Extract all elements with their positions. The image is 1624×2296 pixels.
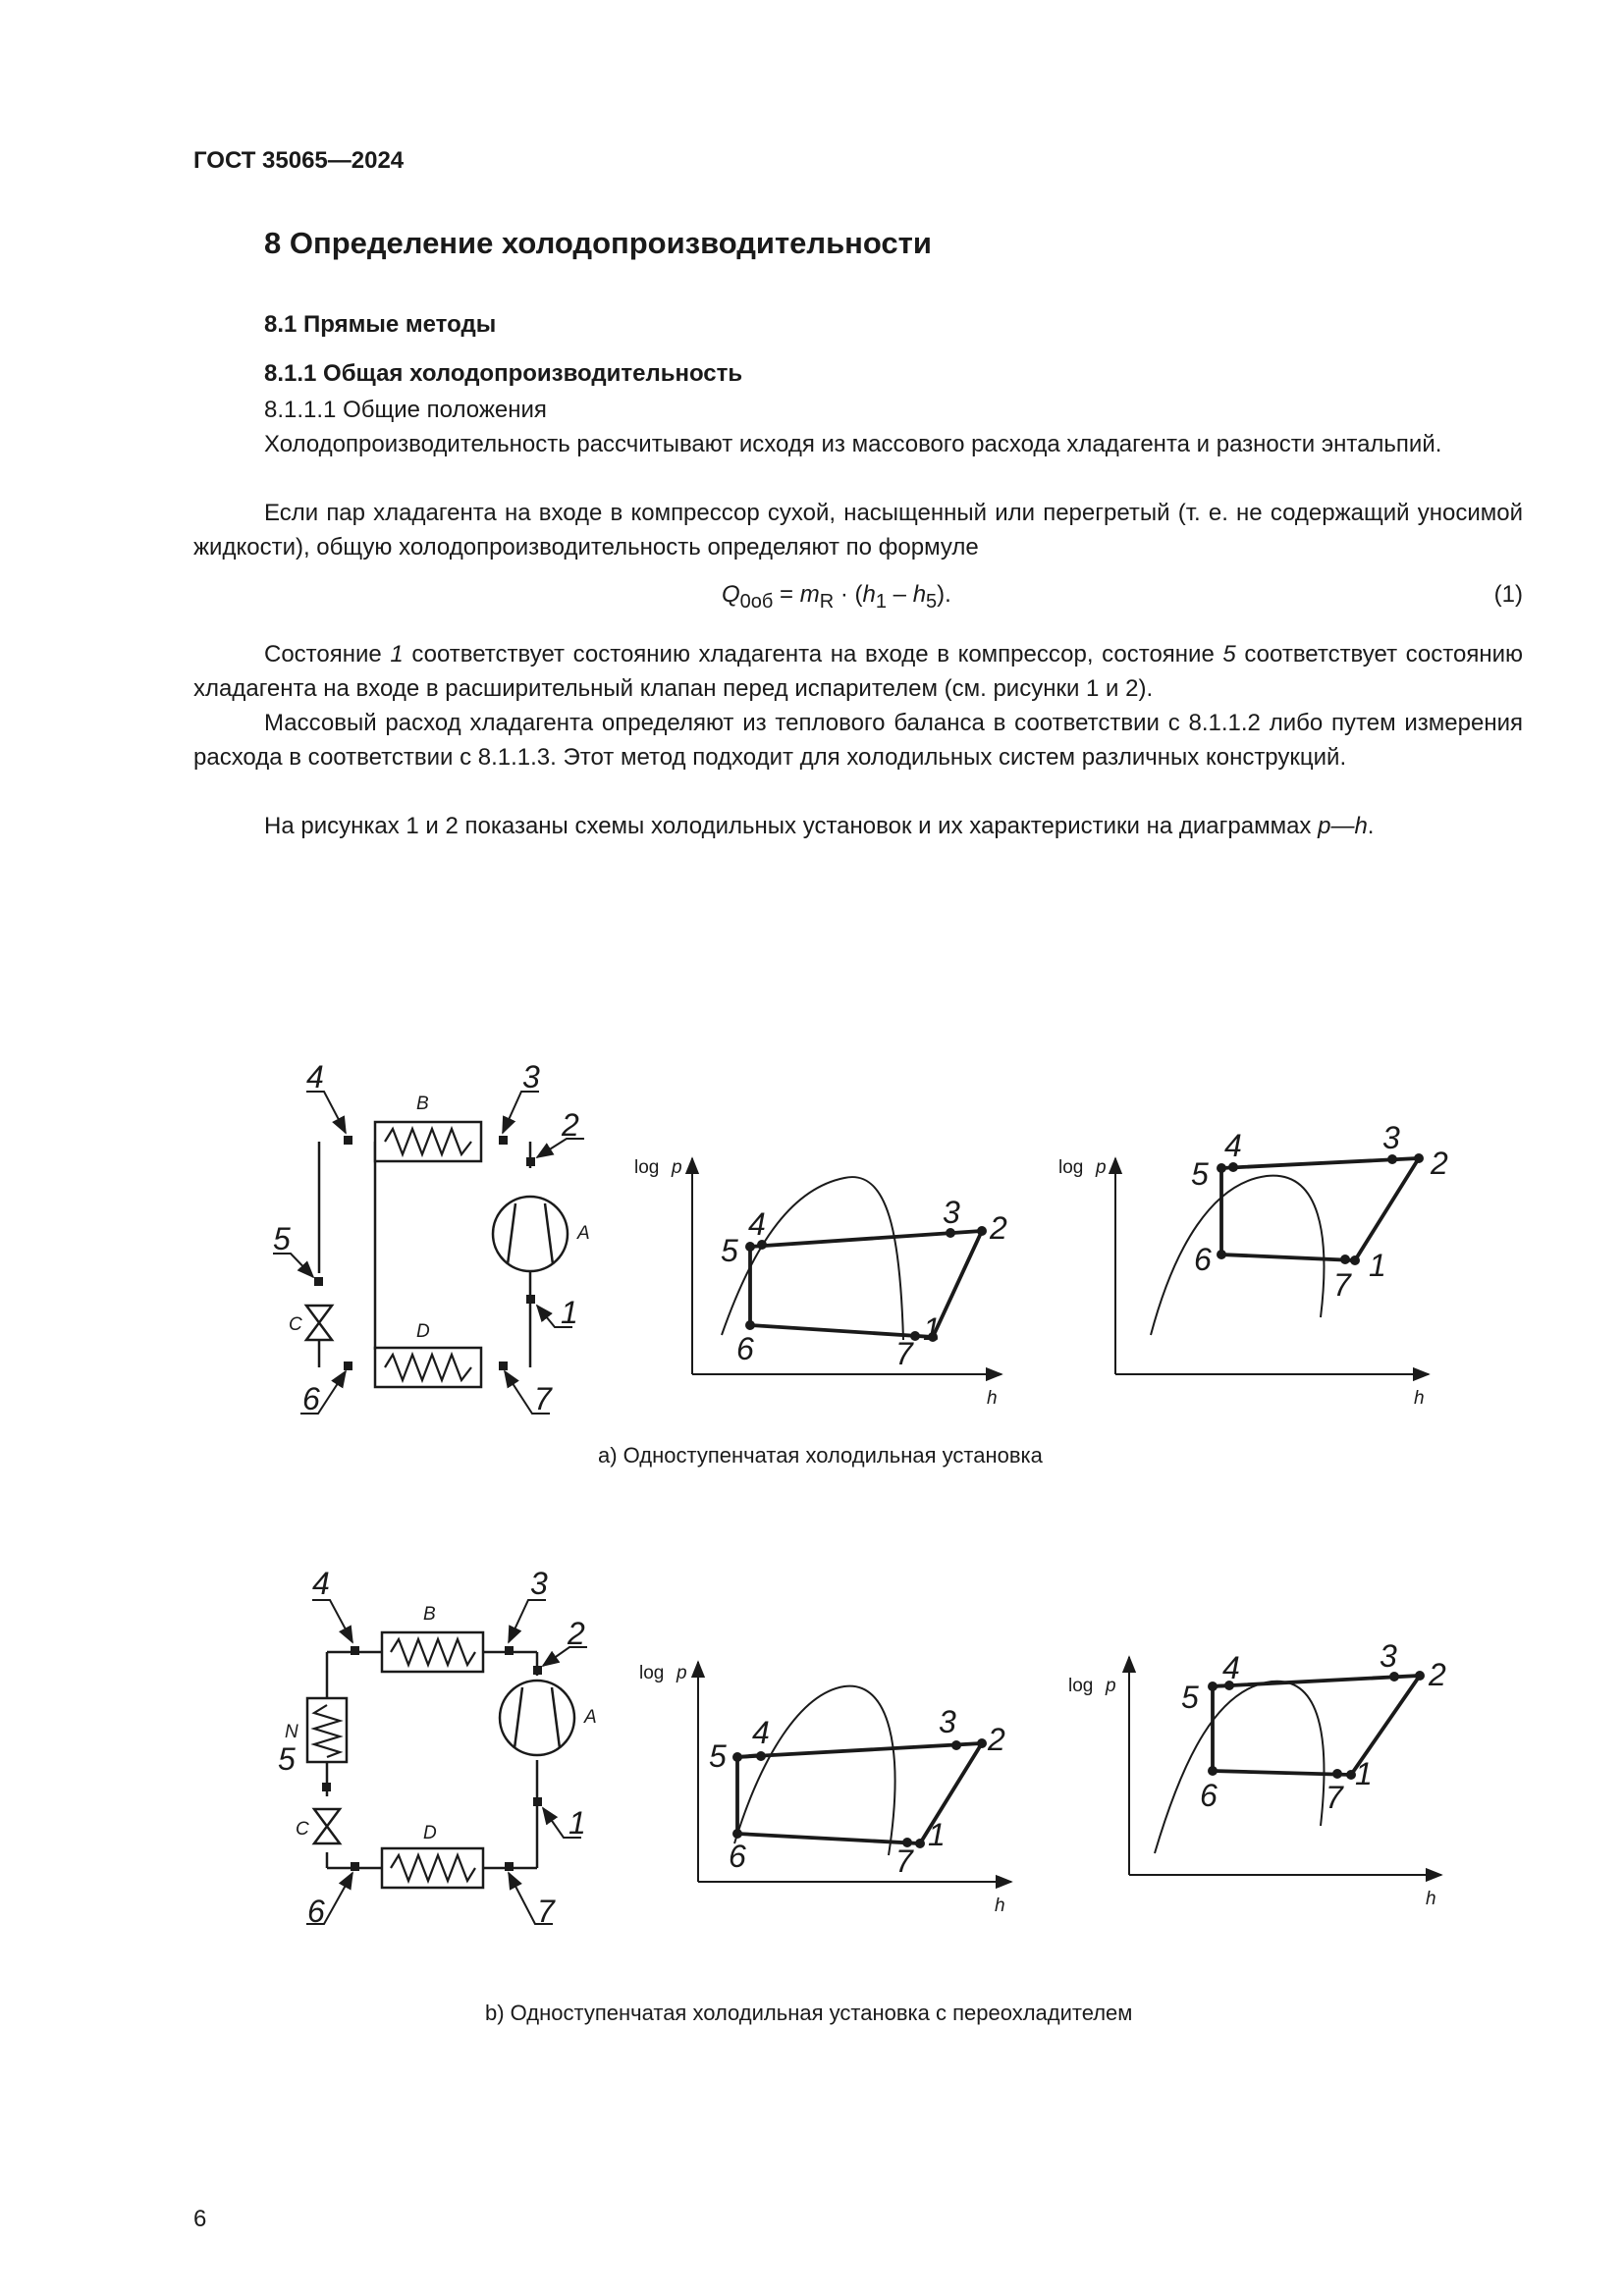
svg-text:1: 1 [928,1817,946,1852]
svg-text:1: 1 [568,1805,586,1841]
svg-text:p: p [672,1157,682,1178]
svg-text:6: 6 [729,1839,746,1874]
svg-text:2: 2 [990,1210,1007,1246]
svg-text:3: 3 [1380,1638,1397,1674]
svg-text:1: 1 [561,1295,578,1330]
svg-text:p: p [1106,1676,1116,1696]
svg-text:5: 5 [709,1738,727,1774]
svg-text:4: 4 [752,1715,770,1750]
svg-text:h: h [987,1388,998,1409]
svg-text:A: A [584,1707,597,1728]
svg-text:6: 6 [307,1894,325,1929]
subsection-title: 8.1 Прямые методы [264,311,497,338]
svg-text:5: 5 [1191,1156,1209,1192]
schematic-b [306,1600,587,1924]
svg-text:D: D [423,1823,437,1843]
svg-text:7: 7 [534,1381,552,1416]
svg-text:4: 4 [1224,1128,1242,1163]
svg-text:5: 5 [278,1741,296,1777]
svg-text:3: 3 [943,1195,960,1230]
svg-text:C: C [289,1314,302,1335]
svg-text:5: 5 [273,1221,291,1256]
svg-text:2: 2 [562,1107,579,1143]
paragraph-4: Массовый расход хладагента определяют из теплового баланса в соответствии с 8.1.1.2 либо путем измерения расхода в соответствии с 8.1.1.3. Этот метод подходит для холодильных систем различных конструкций. [193,710,1523,771]
svg-text:D: D [416,1321,430,1342]
svg-text:1: 1 [1369,1248,1386,1283]
svg-text:h: h [995,1896,1005,1916]
svg-text:h: h [1414,1388,1425,1409]
paragraph-2: Если пар хладагента на входе в компрессор сухой, насыщенный или перегретый (т. е. не содержащий уносимой жидкости), общую холодопроизводительность определяют по формуле [193,500,1523,561]
svg-text:p: p [1096,1157,1107,1178]
svg-text:2: 2 [1431,1146,1448,1181]
paragraph-1: Холодопроизводительность рассчитывают исходя из массового расхода хладагента и разности энтальпий. [264,431,1442,457]
svg-text:C: C [296,1819,309,1840]
svg-text:B: B [416,1094,429,1114]
svg-text:6: 6 [736,1331,754,1366]
schematic-a [273,1092,584,1414]
paragraph-3: Состояние 1 соответствует состоянию хладагента на входе в компрессор, состояние 5 соответствует состоянию хладагента на входе в расширительный клапан перед испарителем (см. рисунки 1 и 2). [193,641,1524,702]
svg-text:log: log [1058,1157,1084,1178]
clause-title: 8.1.1.1 Общие положения [264,397,547,423]
svg-text:6: 6 [302,1381,320,1416]
formula: $Q_{0об} = m_R \cdot (h_1 - h_5)$. [722,581,951,613]
svg-text:2: 2 [1429,1657,1446,1692]
section-title: 8 Определение холодопроизводительности [264,226,932,260]
svg-text:7: 7 [895,1336,913,1371]
svg-text:7: 7 [1333,1267,1351,1303]
formula-number: (1) [1493,581,1523,608]
svg-text:1: 1 [923,1311,941,1347]
svg-text:5: 5 [1181,1680,1199,1715]
svg-text:7: 7 [1326,1780,1343,1815]
svg-text:h: h [1426,1889,1436,1909]
svg-text:1: 1 [1355,1756,1373,1791]
figure-caption-a: a) Одноступенчатая холодильная установка [598,1443,1043,1468]
svg-text:4: 4 [748,1206,766,1242]
figure-caption-b: b) Одноступенчатая холодильная установка с переохладителем [485,2001,1133,2025]
compressor-a [493,1197,568,1271]
svg-text:log: log [634,1157,660,1178]
ph-chart-b1-labels [639,1663,1005,1916]
svg-text:p: p [677,1663,687,1683]
document-code: ГОСТ 35065—2024 [193,147,405,174]
svg-text:4: 4 [312,1566,330,1601]
compressor-a [500,1681,574,1755]
svg-text:2: 2 [988,1722,1005,1757]
svg-text:log: log [639,1663,665,1683]
svg-text:6: 6 [1200,1778,1218,1813]
paragraph-5: На рисунках 1 и 2 показаны схемы холодильных установок и их характеристики на диаграммах p—h. [264,813,1375,839]
page-number: 6 [193,2206,207,2232]
svg-text:log: log [1068,1676,1094,1696]
svg-text:4: 4 [306,1059,324,1095]
svg-text:3: 3 [1382,1120,1400,1155]
svg-text:B: B [423,1604,436,1625]
svg-text:5: 5 [721,1233,738,1268]
svg-text:7: 7 [537,1894,555,1929]
expansion-valve-c [314,1809,340,1843]
subsubsection-title: 8.1.1 Общая холодопроизводительность [264,360,743,387]
svg-text:4: 4 [1222,1650,1240,1685]
ph-chart-b2 [1129,1657,1441,1875]
svg-text:A: A [577,1223,590,1244]
svg-text:6: 6 [1194,1242,1212,1277]
svg-text:3: 3 [530,1566,548,1601]
expansion-valve-c [306,1306,332,1340]
svg-text:3: 3 [522,1059,540,1095]
ph-chart-a1-labels [634,1157,1007,1409]
svg-text:N: N [285,1722,298,1742]
svg-text:2: 2 [568,1616,585,1651]
svg-text:7: 7 [895,1843,913,1879]
svg-text:3: 3 [939,1704,956,1739]
